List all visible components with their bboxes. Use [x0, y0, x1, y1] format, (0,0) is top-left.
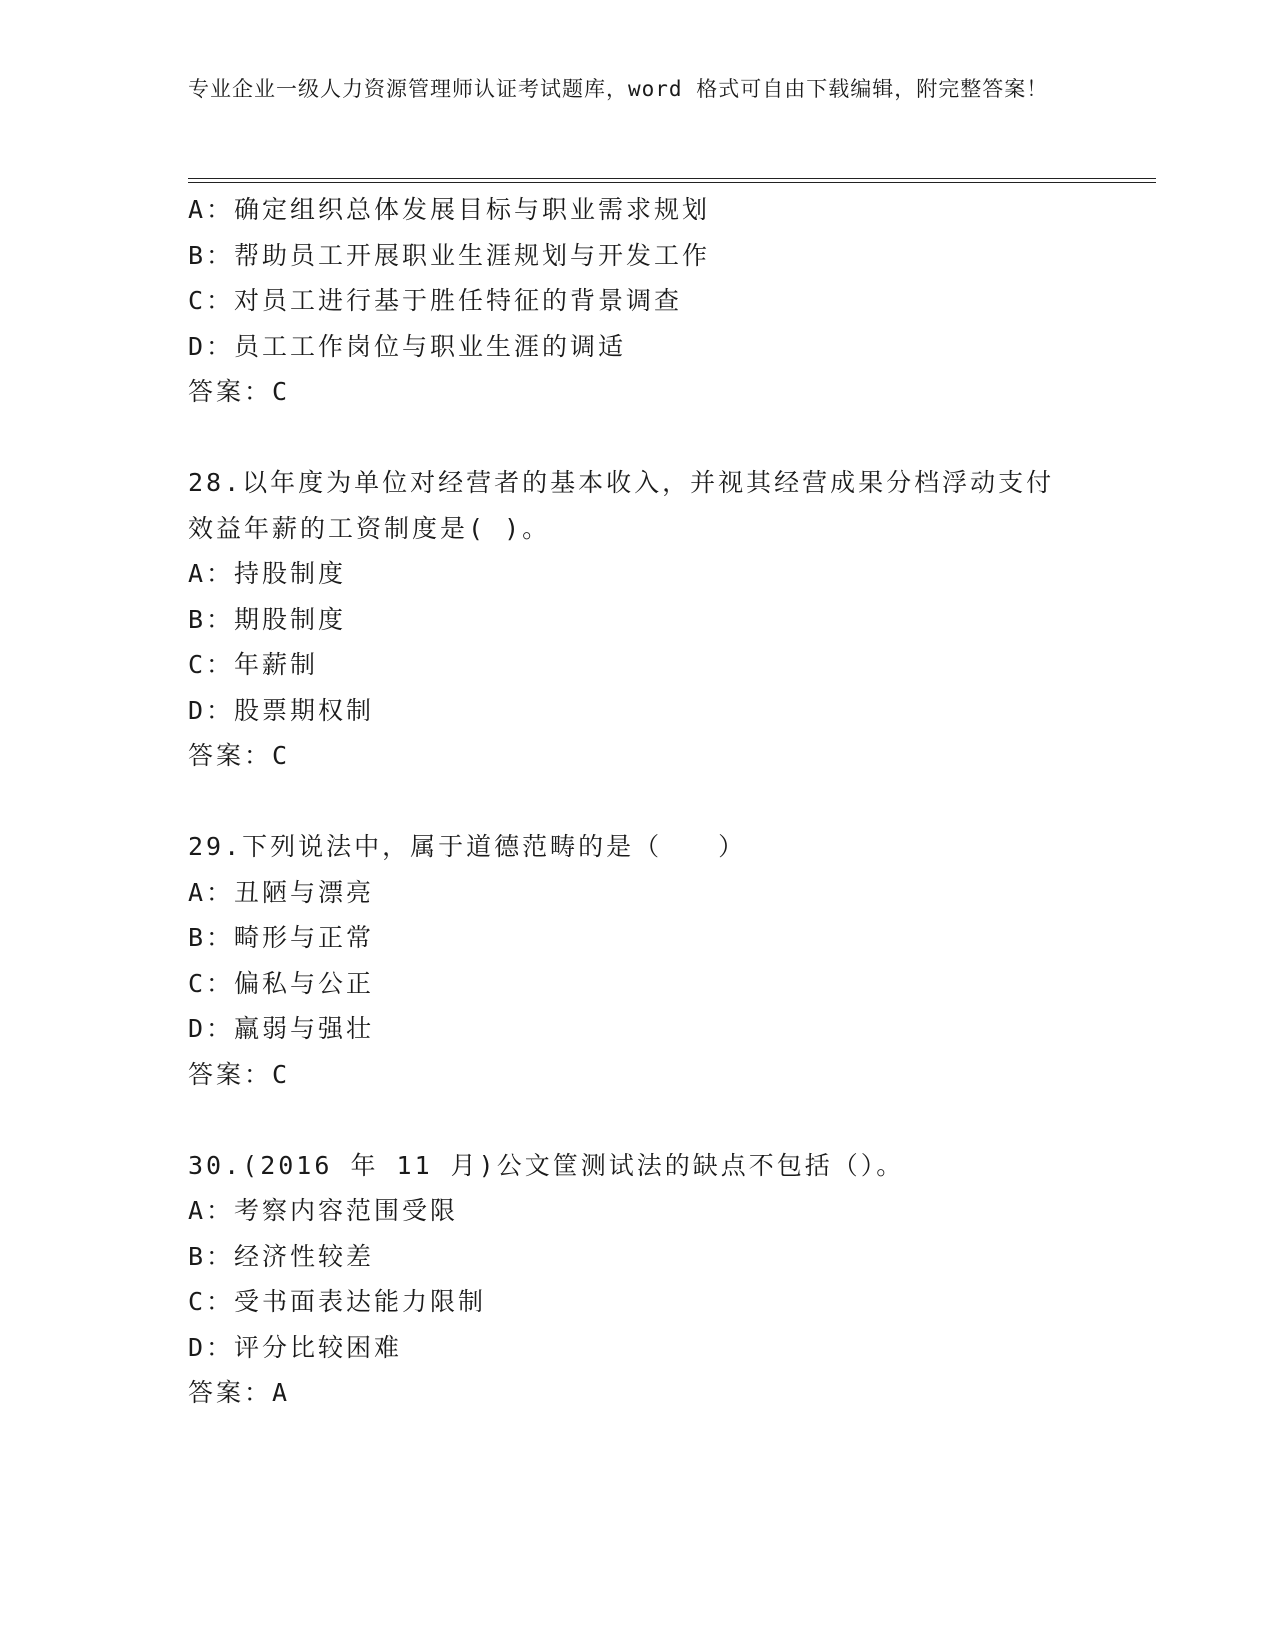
answer: 答案：A — [188, 1378, 291, 1407]
option-a: A：丑陋与漂亮 — [188, 877, 375, 907]
option-b: B：帮助员工开展职业生涯规划与开发工作 — [188, 240, 711, 270]
question-content — [188, 187, 1088, 1416]
option-b: B：期股制度 — [188, 604, 347, 634]
question-27 — [188, 187, 1088, 415]
question-29 — [188, 824, 1088, 1097]
option-c: C：年薪制 — [188, 650, 319, 679]
answer: 答案：C — [188, 741, 291, 770]
question-28 — [188, 460, 1088, 779]
option-d: D：员工工作岗位与职业生涯的调适 — [188, 331, 627, 361]
option-b: B：畸形与正常 — [188, 923, 375, 952]
question-stem: 29.下列说法中，属于道德范畴的是（ ） — [188, 832, 747, 861]
option-b: B：经济性较差 — [188, 1241, 375, 1271]
question-stem: 28.以年度为单位对经营者的基本收入，并视其经营成果分档浮动支付 — [188, 468, 1055, 497]
option-a: A：确定组织总体发展目标与职业需求规划 — [188, 195, 711, 224]
spacer — [188, 1097, 1088, 1143]
option-c: C：对员工进行基于胜任特征的背景调查 — [188, 286, 683, 315]
option-c: C：受书面表达能力限制 — [188, 1287, 487, 1316]
option-d: D：股票期权制 — [188, 695, 375, 725]
spacer — [188, 779, 1088, 825]
answer: 答案：C — [188, 377, 291, 406]
option-d: D：评分比较困难 — [188, 1332, 403, 1362]
question-stem-continued: 效益年薪的工资制度是( )。 — [188, 513, 551, 543]
spacer — [188, 415, 1088, 461]
option-a: A：考察内容范围受限 — [188, 1196, 459, 1225]
option-a: A：持股制度 — [188, 559, 347, 588]
answer: 答案：C — [188, 1059, 291, 1089]
header-divider — [188, 178, 1156, 183]
question-30 — [188, 1143, 1088, 1416]
option-d: D：羸弱与强壮 — [188, 1014, 375, 1043]
option-c: C：偏私与公正 — [188, 968, 375, 998]
question-stem: 30.(2016 年 11 月)公文筐测试法的缺点不包括（）。 — [188, 1150, 905, 1180]
header-note: 专业企业一级人力资源管理师认证考试题库，word 格式可自由下载编辑，附完整答案！ — [188, 77, 1049, 101]
